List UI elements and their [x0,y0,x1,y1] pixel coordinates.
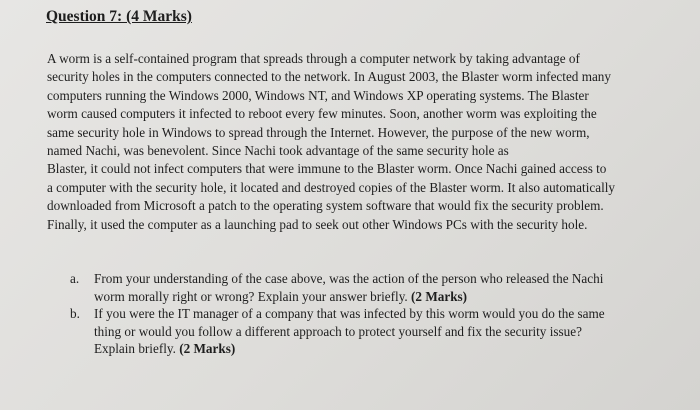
question-item-a [70,270,660,305]
paragraph-line: named Nachi, was benevolent. Since Nachi took advantage of the same security hole as [47,143,509,159]
paragraph-line: computers running the Windows 2000, Windows NT, and Windows XP operating systems. The Blaster [47,87,589,103]
paragraph-line: Finally, it used the computer as a launching pad to seek out other Windows PCs with the security hole. [47,216,588,232]
paragraph-line: same security hole in Windows to spread through the Internet. However, the purpose of the new worm, [47,124,590,140]
question-text: worm morally right or wrong? Explain your answer briefly. [94,288,408,304]
paragraph-line: security holes in the computers connected to the network. In August 2003, the Blaster worm infected many [47,69,611,85]
question-text: Explain briefly. [94,341,176,357]
question-text: If you were the IT manager of a company that was infected by this worm would you do the same [94,306,605,322]
question-label: b. [70,306,80,322]
paragraph-line: Blaster, it could not infect computers that were immune to the Blaster worm. Once Nachi gained access to [47,161,607,177]
paragraph-line: A worm is a self-contained program that spreads through a computer network by taking advantage of [47,51,580,66]
question-text: thing or would you follow a different approach to protect yourself and fix the security issue? [94,323,582,339]
case-paragraph [47,50,653,234]
question-text: From your understanding of the case above, was the action of the person who released the Nachi [94,271,604,286]
paragraph-line: downloaded from Microsoft a patch to the operating system software that would fix the security problem. [47,198,604,214]
question-list [70,270,660,358]
question-marks: (2 Marks) [179,341,236,357]
question-label: a. [70,271,80,286]
paragraph-line: a computer with the security hole, it located and destroyed copies of the Blaster worm. It also automatically [47,179,615,195]
question-item-b [70,305,660,358]
question-marks: (2 Marks) [411,288,468,304]
question-title: Question 7: (4 Marks) [46,8,192,25]
paragraph-line: worm caused computers it infected to reboot every few minutes. Soon, another worm was exploiting the [47,106,597,122]
